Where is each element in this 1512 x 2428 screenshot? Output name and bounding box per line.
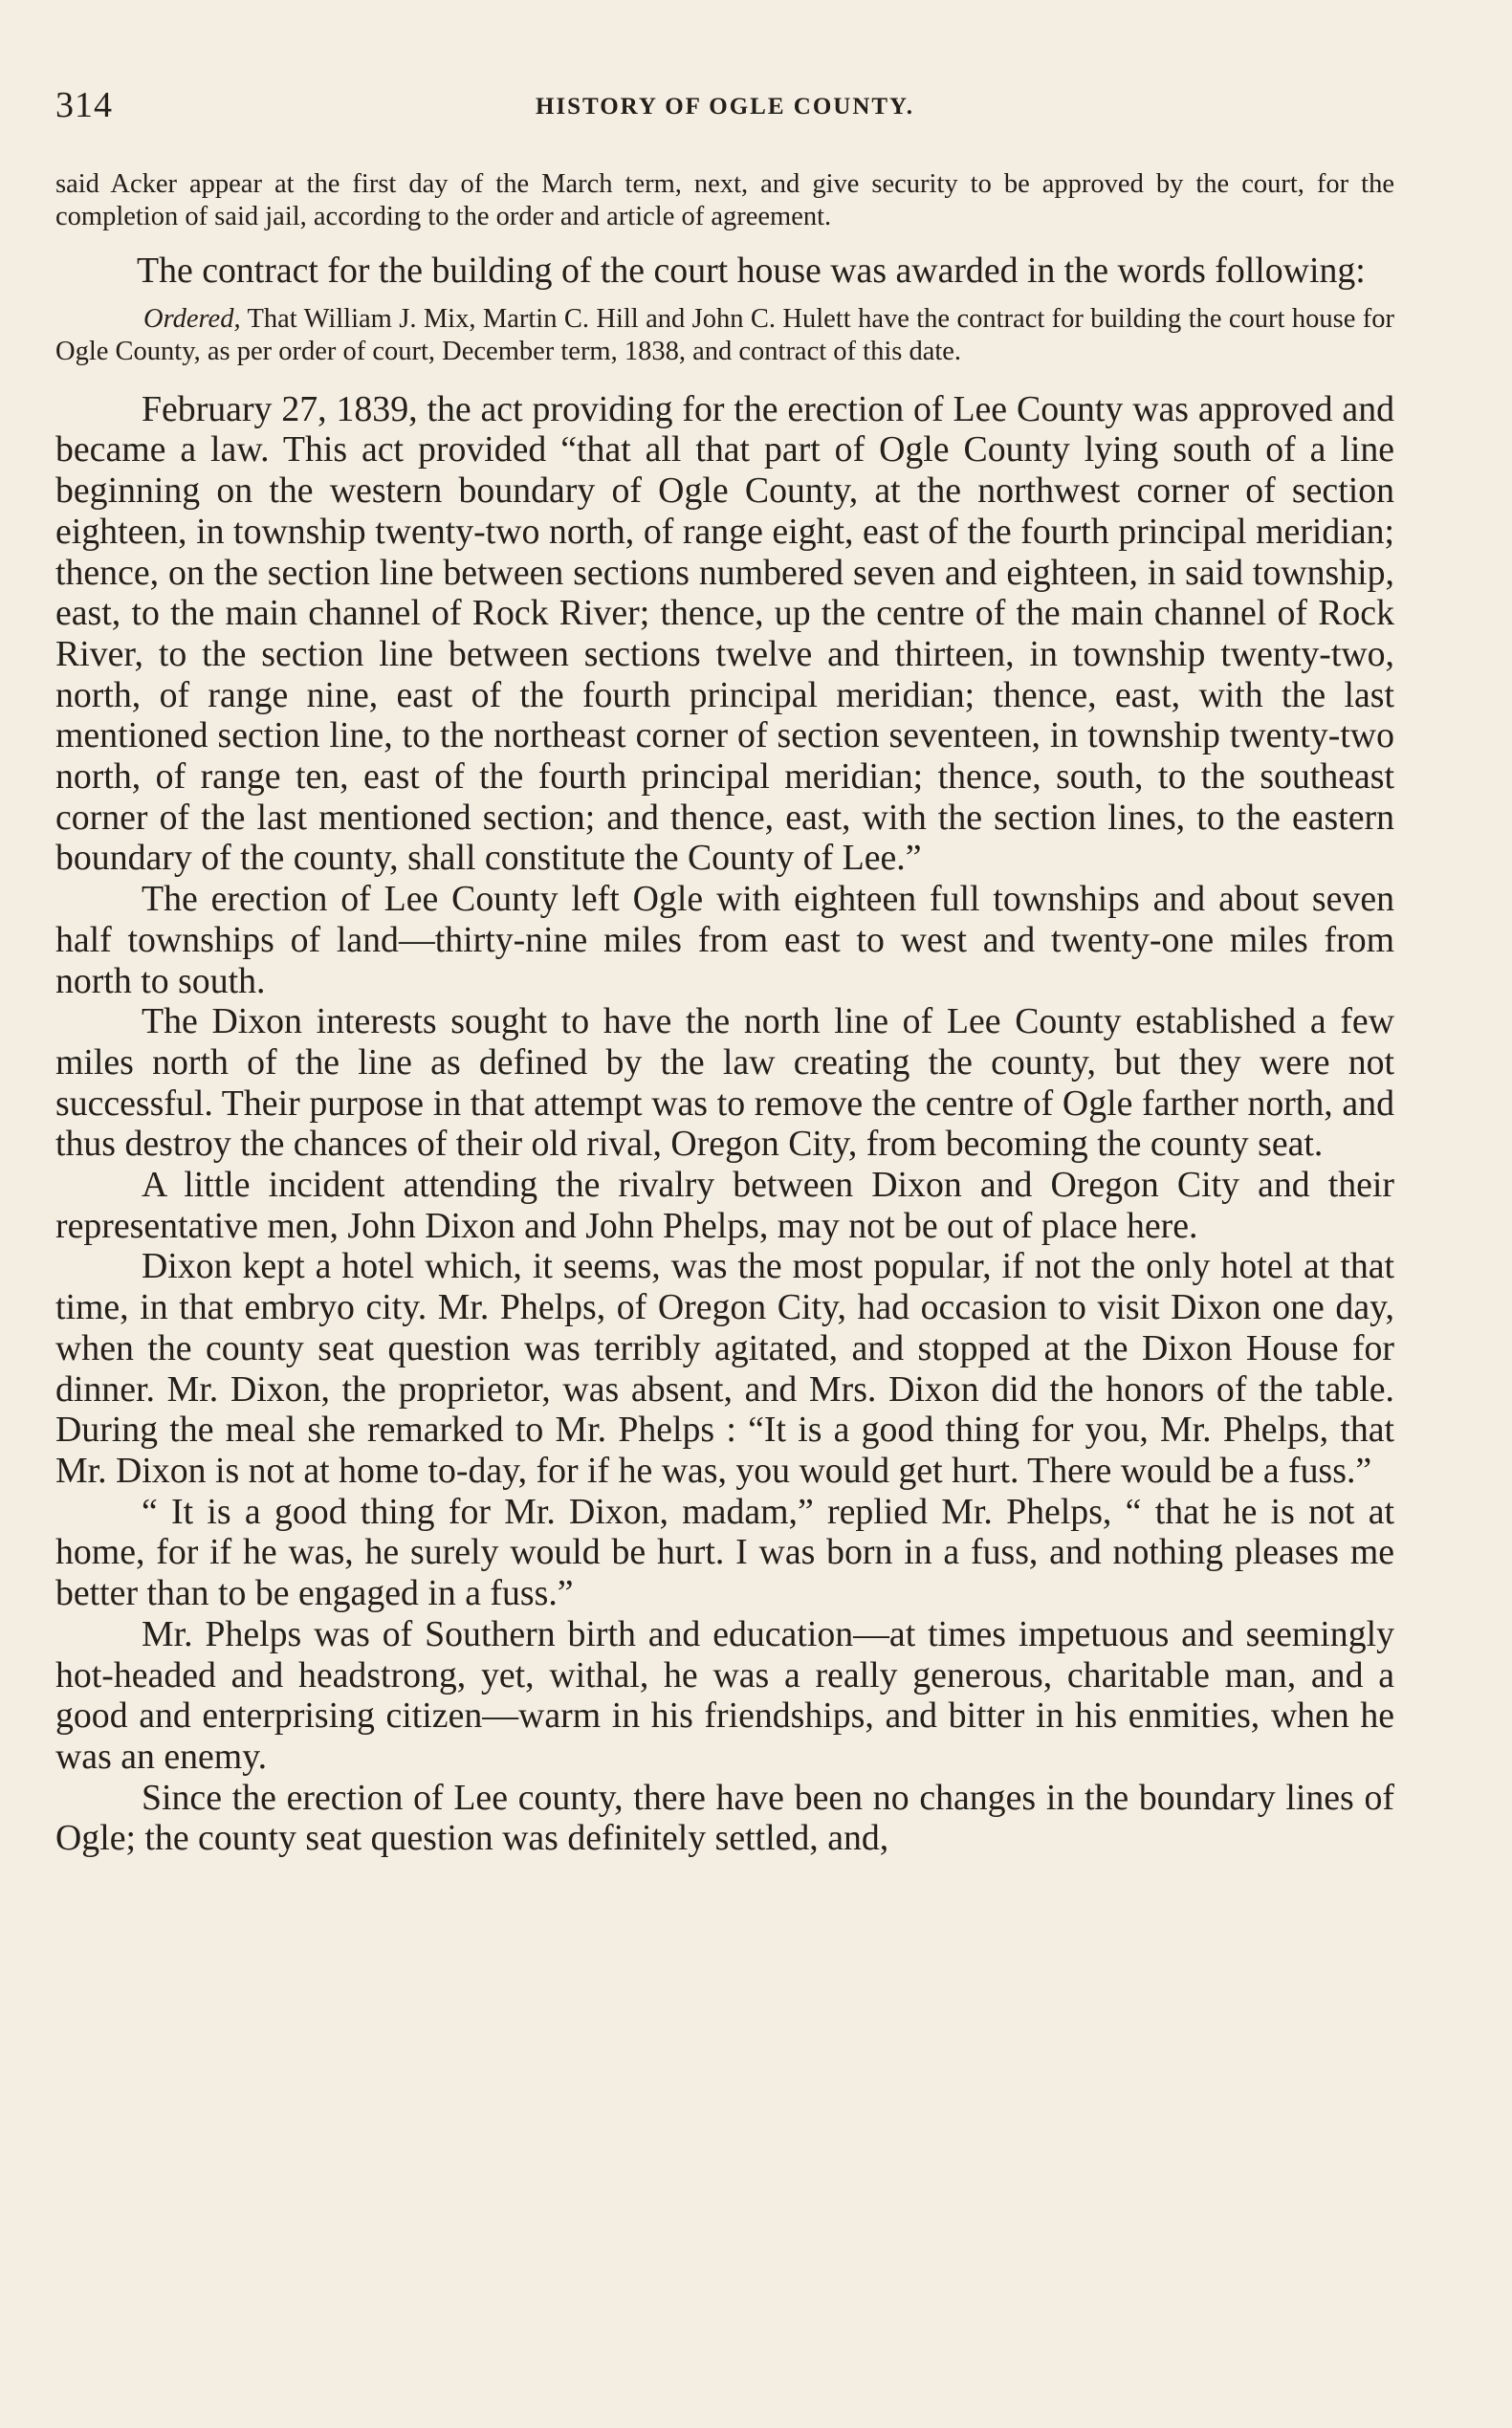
- paragraph-phelps-reply: “ It is a good thing for Mr. Dixon, madam,” replied Mr. Phelps, “ that he is not at home, for if he was, he surely would be hurt. I was born in a fuss, and nothing pleases me better than to be engaged in a fuss.”: [55, 1491, 1394, 1614]
- paragraph-boundary-lines: Since the erection of Lee county, there have been no changes in the boundary lines of Ogle; the county seat question was definitely settled, and,: [55, 1777, 1394, 1859]
- ordered-word: Ordered,: [143, 303, 241, 334]
- paragraph-rivalry-incident: A little incident attending the rivalry between Dixon and Oregon City and their representative men, John Dixon and John Phelps, may not be out of place here.: [55, 1165, 1394, 1246]
- running-title: HISTORY OF OGLE COUNTY.: [535, 94, 915, 120]
- quoted-order-acker: said Acker appear at the first day of the March term, next, and give security to be approved by the court, for the completion of said jail, according to the order and article of agreement.: [55, 169, 1394, 231]
- paragraph-court-house-contract: The contract for the building of the court house was awarded in the words following:: [137, 251, 1366, 291]
- ordered-text: That William J. Mix, Martin C. Hill and John C. Hulett have the contract for building the court house for Ogle County, as per order of court, December term, 1838, and contract of this date.: [55, 303, 1394, 366]
- running-head: [55, 84, 1394, 142]
- paragraph-lee-county-act: February 27, 1839, the act providing for the erection of Lee County was approved and became a law. This act provided “that all that part of Ogle County lying south of a line beginning on the western boundary of Ogle County, at the northwest corner of section eighteen, in township twenty-two north, of range eight, east of the fourth principal meridian; thence, on the section line between sections numbered seven and eighteen, in said township, east, to the main channel of Rock River; thence, up the centre of the main channel of Rock River, to the section line between sections twelve and thirteen, in township twenty-two, north, of range nine, east of the fourth principal meridian; thence, east, with the last mentioned section line, to the northeast corner of section seventeen, in township twenty-two north, of range ten, east of the fourth principal meridian; thence, south, to the southeast corner of the last mentioned section; and thence, east, with the section lines, to the eastern boundary of the county, shall constitute the County of Lee.”: [55, 388, 1394, 879]
- book-page: [55, 84, 1394, 1859]
- page-number: 314: [55, 85, 113, 125]
- paragraph-lee-county-erection: The erection of Lee County left Ogle with eighteen full townships and about seven half townships of land—thirty-nine miles from east to west and twenty-one miles from north to south.: [55, 879, 1394, 1001]
- paragraph-phelps-character: Mr. Phelps was of Southern birth and education—at times impetuous and seemingly hot-headed and headstrong, yet, withal, he was a really generous, charitable man, and a good and enterprising citizen—warm in his friendships, and bitter in his enmities, when he was an enemy.: [55, 1613, 1394, 1777]
- quoted-order-contract: [55, 303, 1394, 368]
- paragraph-dixon-interests: The Dixon interests sought to have the north line of Lee County established a few miles north of the line as defined by the law creating the county, but they were not successful. Their purpose in that attempt was to remove the centre of Ogle farther north, and thus destroy the chances of their old rival, Oregon City, from becoming the county seat.: [55, 1001, 1394, 1165]
- paragraph-dixon-hotel: Dixon kept a hotel which, it seems, was the most popular, if not the only hotel at that time, in that embryo city. Mr. Phelps, of Oregon City, had occasion to visit Dixon one day, when the county seat question was terribly agitated, and stopped at the Dixon House for dinner. Mr. Dixon, the proprietor, was absent, and Mrs. Dixon did the honors of the table. During the meal she remarked to Mr. Phelps : “It is a good thing for you, Mr. Phelps, that Mr. Dixon is not at home to-day, for if he was, you would get hurt. There would be a fuss.”: [55, 1246, 1394, 1491]
